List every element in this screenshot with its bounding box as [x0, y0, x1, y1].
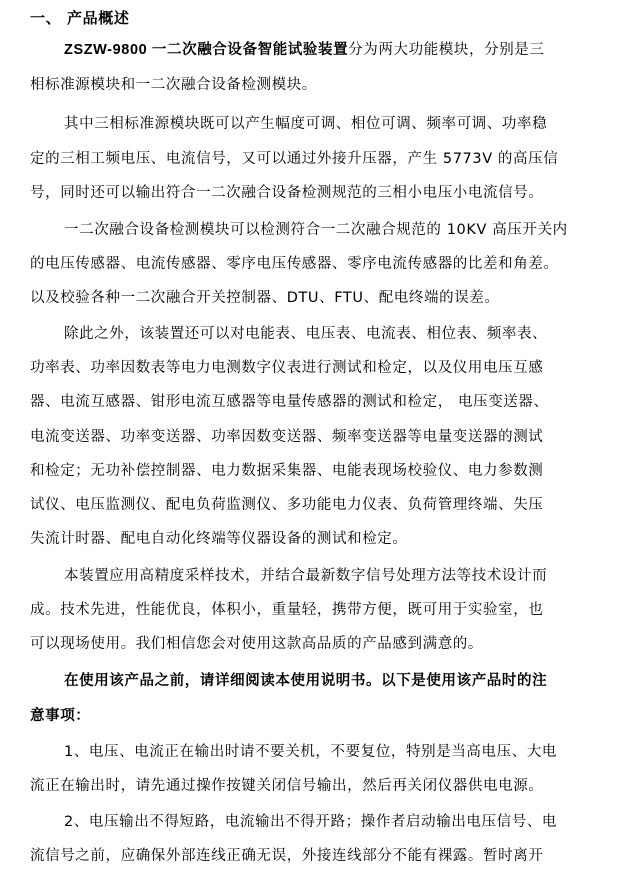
para4-line-5: 和检定；无功补偿控制器、电力数据采集器、电能表现场校验仪、电力参数测	[30, 463, 544, 479]
item2-line-2: 流信号之前，应确保外部连线正确无误，外接连线部分不能有裸露。暂时离开	[30, 848, 544, 864]
para3-line-1: 一二次融合设备检测模块可以检测符合一二次融合规范的 10KV 高压开关内	[64, 222, 568, 238]
para5-line-1: 本装置应用高精度采样技术，并结合最新数字信号处理方法等技术设计而	[64, 568, 548, 584]
para5-line-2: 成。技术先进，性能优良，体积小，重量轻，携带方便，既可用于实验室，也	[30, 602, 544, 618]
para4-line-1: 除此之外，该装置还可以对电能表、电压表、电流表、相位表、频率表、	[64, 326, 548, 342]
para4-line-4: 电流变送器、功率变送器、功率因数变送器、频率变送器等电量变送器的测试	[30, 429, 544, 445]
product-name: ZSZW-9800 一二次融合设备智能试验装置	[64, 42, 349, 58]
item1-line-1: 1、电压、电流正在输出时请不要关机，不要复位，特别是当高电压、大电	[64, 744, 558, 760]
para2-line-1: 其中三相标准源模块既可以产生幅度可调、相位可调、频率可调、功率稳	[64, 116, 548, 132]
notice-line-1: 在使用该产品之前，请详细阅读本使用说明书。以下是使用该产品时的注	[64, 673, 548, 689]
intro-line-1	[64, 40, 545, 60]
para3-line-3: 以及校验各种一二次融合开关控制器、DTU、FTU、配电终端的误差。	[30, 290, 500, 306]
item1-line-2: 流正在输出时，请先通过操作按键关闭信号输出，然后再关闭仪器供电电源。	[30, 778, 544, 794]
para4-line-3: 器、电流互感器、钳形电流互感器等电量传感器的测试和检定， 电压变送器、	[30, 394, 549, 410]
para4-line-2: 功率表、功率因数表等电力电测数字仪表进行测试和检定，以及仪用电压互感	[30, 360, 544, 376]
section-heading: 一、 产品概述	[30, 9, 130, 27]
para4-line-6: 试仪、电压监测仪、配电负荷监测仪、多功能电力仪表、负荷管理终端、失压	[30, 497, 544, 513]
para2-line-2: 定的三相工频电压、电流信号，又可以通过外接升压器，产生 5773V 的高压信	[30, 151, 559, 167]
item2-line-1: 2、电压输出不得短路，电流输出不得开路；操作者启动输出电压信号、电	[64, 814, 558, 830]
para3-line-2: 的电压传感器、电流传感器、零序电压传感器、零序电流传感器的比差和角差。	[30, 256, 559, 272]
intro-line-2: 相标准源模块和一二次融合设备检测模块。	[30, 77, 317, 93]
para2-line-3: 号，同时还可以输出符合一二次融合设备检测规范的三相小电压小电流信号。	[30, 185, 544, 201]
intro-line-1-rest: 分为两大功能模块，分别是三	[348, 42, 545, 58]
para5-line-3: 可以现场使用。我们相信您会对使用这款高品质的产品感到满意的。	[30, 636, 483, 652]
para4-line-7: 失流计时器、配电自动化终端等仪器设备的测试和检定。	[30, 531, 408, 547]
notice-line-2: 意事项：	[30, 708, 91, 724]
